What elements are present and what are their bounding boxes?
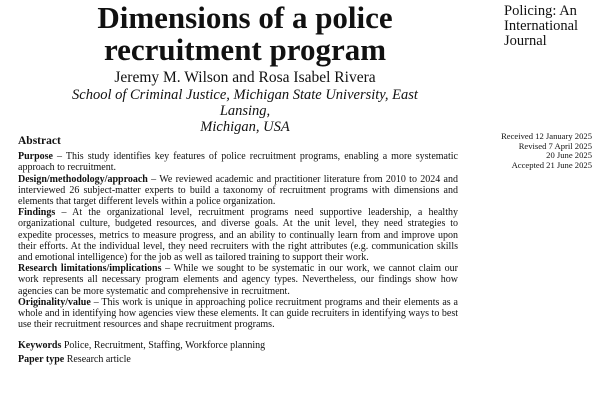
keywords xyxy=(18,340,458,351)
journal-line-1: Policing: An xyxy=(504,3,577,19)
journal-line-2: International xyxy=(504,18,579,34)
keywords-label: Keywords xyxy=(18,340,62,351)
paper-type xyxy=(18,354,458,365)
paper-title xyxy=(50,2,440,66)
section-label: Design/methodology/approach xyxy=(18,173,148,185)
abstract-originality xyxy=(18,297,458,331)
paper-type-label: Paper type xyxy=(18,354,65,365)
affiliation-line-2: Michigan, USA xyxy=(200,119,290,135)
affiliation xyxy=(50,87,440,135)
section-text: – We reviewed academic and practitioner literature from 2010 to 2024 and interviewed 26 subject-matter experts to build a taxonomy of recruitment programs with dimensions and elements that target different levels within a police organization. xyxy=(18,173,458,208)
section-text: – While we sought to be systematic in our work, we cannot claim our work represents all necessary program elements and agency types. Nevertheless, our findings show how agencies can be more systematic and comprehensive in recruitment. xyxy=(18,263,459,297)
date-received: Received 12 January 2025 xyxy=(501,131,592,141)
affiliation-line-1: School of Criminal Justice, Michigan State University, East Lansing, xyxy=(72,87,418,119)
title-line-2: recruitment program xyxy=(103,32,387,67)
abstract-findings xyxy=(18,207,458,263)
date-accepted: Accepted 21 June 2025 xyxy=(511,159,592,170)
abstract-design xyxy=(18,174,458,208)
article-dates xyxy=(470,132,592,170)
abstract xyxy=(18,136,458,330)
keywords-text: Police, Recruitment, Staffing, Workforce planning xyxy=(61,340,266,351)
section-label: Findings xyxy=(18,207,56,219)
section-text: – This work is unique in approaching police recruitment programs and their elements as a whole and in identifying how agencies view these elements. It can guide recruiters in identifying ways to best use their recruitment resources and shape recruitment programs. xyxy=(18,296,458,331)
journal-name xyxy=(504,4,596,49)
section-label: Originality/value xyxy=(18,296,91,308)
paper-type-text: Research article xyxy=(64,354,131,365)
section-text: – This study identifies key features of police recruitment programs, enabling a more systematic approach to recruitment. xyxy=(18,151,458,174)
authors: Jeremy M. Wilson and Rosa Isabel Rivera xyxy=(114,69,376,86)
title-line-1: Dimensions of a police xyxy=(97,0,393,35)
journal-line-3: Journal xyxy=(504,33,547,49)
abstract-heading: Abstract xyxy=(18,135,61,147)
section-label: Research limitations/implications xyxy=(18,263,162,275)
abstract-limitations xyxy=(18,263,458,297)
section-text: – At the organizational level, recruitment programs need supportive leadership, a healthy organizational culture, budgeted resources, and diverse goals. At the unit level, they need strategies to expedite processes, metrics to measure progress, and an ability to continually learn from and improve upon their efforts. At the individual level, they need recruiters with the right attributes (e.g. communication skills and emotional intelligence) for the job as well as tailored training to support their work. xyxy=(18,207,458,264)
date-revised-2: 20 June 2025 xyxy=(546,150,592,161)
date-revised: Revised 7 April 2025 xyxy=(518,140,592,151)
section-label: Purpose xyxy=(18,151,53,163)
abstract-purpose xyxy=(18,151,458,173)
